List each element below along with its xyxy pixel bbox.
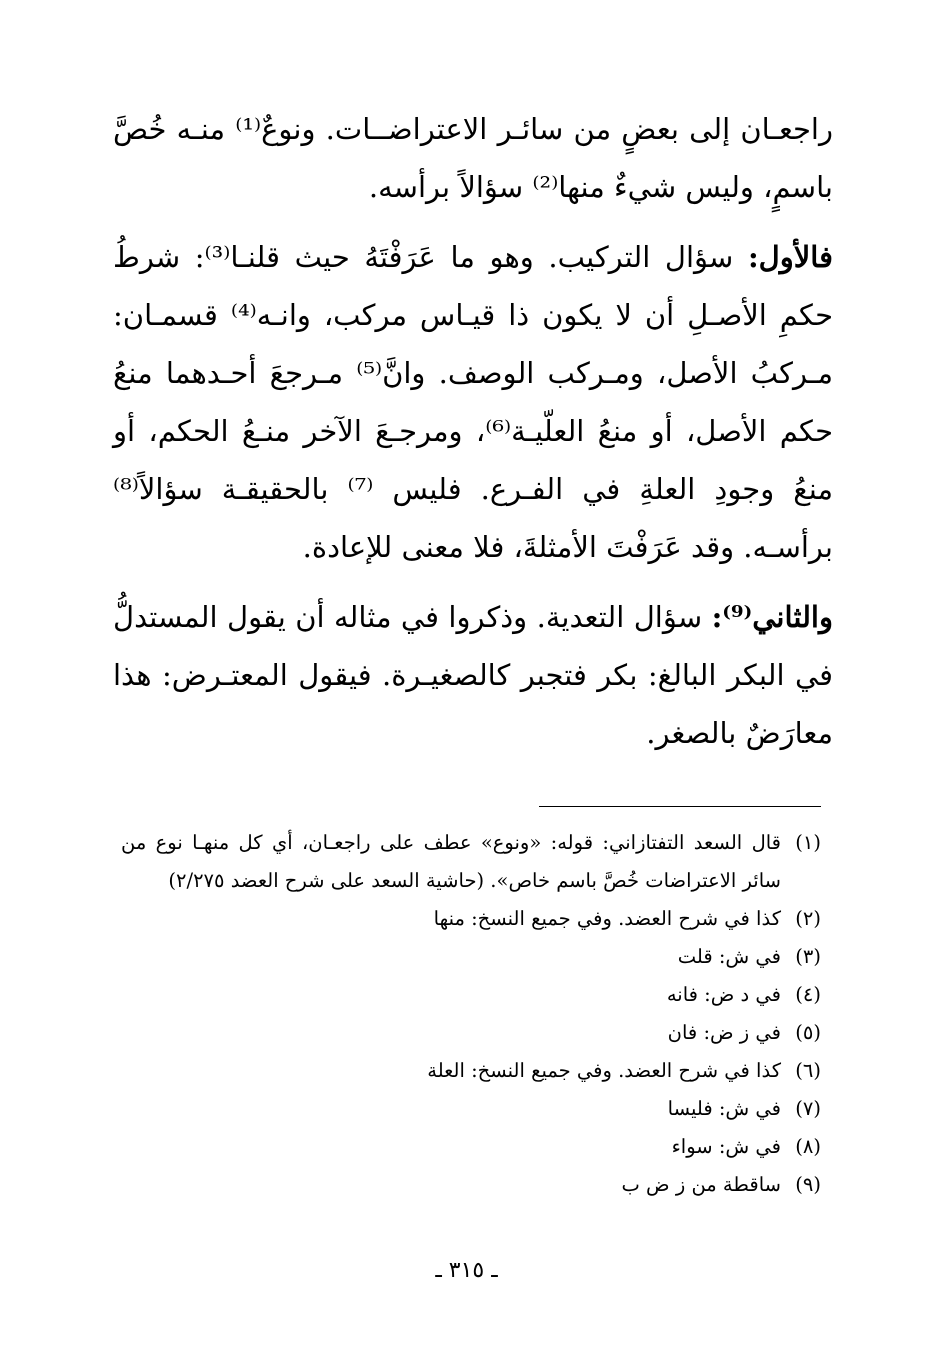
footnote-text: ساقطة من ز ض ب <box>621 1173 781 1196</box>
paragraph-3 <box>113 588 833 762</box>
footnote-number: (٢) <box>795 907 821 930</box>
footnote-7 <box>121 1090 821 1128</box>
footnote-text: كذا في شرح العضد. وفي جميع النسخ: منها <box>433 907 781 930</box>
footnote-number: (١) <box>795 831 821 854</box>
footnote-2 <box>121 900 821 938</box>
footnote-3 <box>121 938 821 976</box>
footnote-6 <box>121 1052 821 1090</box>
paragraph-body: سؤال التركيب. وهو ما عَرَفْتَهُ حيث قلنـا⁽³⁾: شرطُ حكمِ الأصـلِ أن لا يكون ذا قيـاس مركب، وانـه⁽⁴⁾ قسمـان: مـركبُ الأصل، ومـركب الوصف. وانَّ⁽⁵⁾ مـرجعَ أحـدهما منعُ حكم الأصل، أو منعُ العلّيـة⁽⁶⁾، ومرجـعَ الآخر منـعُ الحكم، أو منعُ وجودِ العلةِ في الفـرع. فليس ⁽⁷⁾ بالحقيقـة سؤالاً⁽⁸⁾ برأسـه. وقد عَرَفْتَ الأمثلةَ، فلا معنى للإعادة. <box>113 240 833 564</box>
footnote-5 <box>121 1014 821 1052</box>
footnote-number: (٥) <box>795 1021 821 1044</box>
page-number: ـ ٣١٥ ـ <box>435 1258 498 1283</box>
footnote-number: (٤) <box>795 983 821 1006</box>
footnote-text: في ش: فليسا <box>667 1097 781 1120</box>
footnote-4 <box>121 976 821 1014</box>
main-text <box>113 100 833 774</box>
footnote-text: في د ض: فانه <box>666 983 781 1006</box>
paragraph-1 <box>113 100 833 216</box>
footnote-1 <box>121 824 821 900</box>
paragraph-lead: والثاني⁽⁹⁾: <box>711 600 833 634</box>
footnote-number: (٧) <box>795 1097 821 1120</box>
paragraph-body: راجعـان إلى بعضٍ من سائـر الاعتراضــات. ونوعٌ⁽¹⁾ منـه خُصَّ باسمٍ، وليس شيءٌ منها⁽²⁾ سؤالاً برأسه. <box>113 112 833 204</box>
footnotes <box>121 824 821 1204</box>
footnote-divider <box>539 806 821 807</box>
footnote-number: (٨) <box>795 1135 821 1158</box>
footnote-number: (٣) <box>795 945 821 968</box>
footnote-9 <box>121 1166 821 1204</box>
footnote-text: في ز ض: فان <box>667 1021 781 1044</box>
footnote-text: قال السعد التفتازاني: قوله: «ونوع» عطف على راجعـان، أي كل منهـا نوع من سائر الاعتراضات خُصَّ باسم خاص». (حاشية السعد على شرح العضد ٢/٢٧٥) <box>121 831 781 892</box>
paragraph-body: سؤال التعدية. وذكروا في مثاله أن يقول المستدلُّ في البكر البالغ: بكر فتجبر كالصغيـرة. فيقول المعتـرض: هذا معارَضٌ بالصغر. <box>113 600 833 750</box>
paragraph-2 <box>113 228 833 576</box>
footnote-text: في ش: قلت <box>677 945 781 968</box>
footnote-number: (٩) <box>795 1173 821 1196</box>
footnote-8 <box>121 1128 821 1166</box>
footnote-text: في ش: سواء <box>671 1135 781 1158</box>
footnote-text: كذا في شرح العضد. وفي جميع النسخ: العلة <box>427 1059 781 1082</box>
paragraph-lead: فالأول: <box>747 240 833 274</box>
footnote-number: (٦) <box>795 1059 821 1082</box>
